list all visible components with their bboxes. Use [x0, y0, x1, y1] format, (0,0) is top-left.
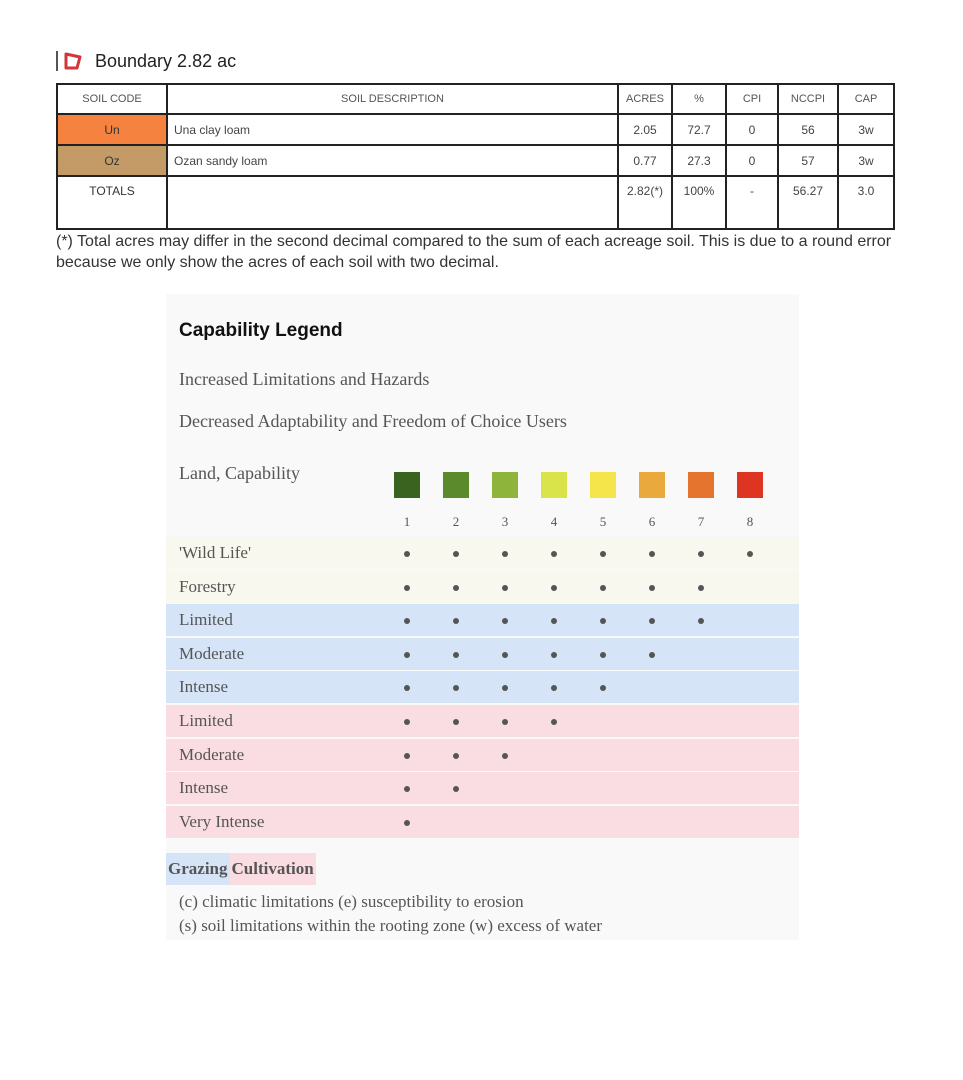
nccpi-cell: 57: [778, 145, 838, 176]
capability-class-swatch: [688, 472, 714, 498]
capability-dot-icon: [404, 551, 410, 557]
soil-code-cell: Oz: [57, 145, 167, 176]
capability-dot-icon: [551, 618, 557, 624]
limitation-notes: [179, 890, 602, 938]
capability-row: [166, 806, 799, 838]
capability-dot-icon: [404, 685, 410, 691]
capability-dot-icon: [600, 585, 606, 591]
capability-dot-icon: [502, 685, 508, 691]
cpi-cell: 0: [726, 114, 778, 145]
acres-cell: 2.05: [618, 114, 672, 145]
use-group-tags: [166, 853, 316, 885]
totals-description: [167, 176, 618, 229]
table-header-row: [57, 84, 894, 114]
capability-dot-icon: [453, 753, 459, 759]
capability-row-label: Forestry: [179, 576, 236, 596]
capability-row-label: Very Intense: [179, 811, 265, 831]
capability-class-number: 7: [697, 514, 705, 529]
capability-dot-icon: [404, 618, 410, 624]
capability-dot-icon: [600, 652, 606, 658]
capability-row-label: Limited: [179, 610, 233, 630]
capability-class-number: 3: [501, 514, 509, 529]
header-divider: [56, 51, 58, 71]
grazing-tag: Grazing: [166, 853, 230, 885]
capability-row: [166, 739, 799, 771]
capability-dot-icon: [649, 618, 655, 624]
capability-dot-icon: [404, 753, 410, 759]
cap-cell: 3w: [838, 114, 894, 145]
capability-dot-icon: [404, 652, 410, 658]
capability-row-label: Moderate: [179, 744, 245, 764]
cultivation-tag: Cultivation: [230, 853, 316, 885]
percent-cell: 72.7: [672, 114, 726, 145]
col-soil-description: SOIL DESCRIPTION: [167, 84, 618, 114]
boundary-header: [56, 48, 236, 74]
percent-cell: 27.3: [672, 145, 726, 176]
capability-dot-icon: [551, 719, 557, 725]
capability-class-number: 5: [599, 514, 607, 529]
capability-row: [166, 604, 799, 636]
capability-row-label: Moderate: [179, 643, 245, 663]
capability-dot-icon: [502, 551, 508, 557]
capability-dot-icon: [404, 585, 410, 591]
capability-row: [166, 537, 799, 569]
capability-class-number: 4: [550, 514, 558, 529]
capability-legend: [166, 294, 799, 940]
capability-row-label: Intense: [179, 677, 229, 697]
capability-dot-icon: [453, 786, 459, 792]
land-capability-label: Land, Capability: [179, 463, 300, 483]
capability-dot-icon: [404, 719, 410, 725]
capability-dot-icon: [453, 719, 459, 725]
capability-row-label: 'Wild Life': [179, 543, 252, 562]
capability-class-number: 2: [452, 514, 460, 529]
capability-class-number: 6: [648, 514, 656, 529]
capability-class-swatch: [541, 472, 567, 498]
soil-table: [56, 83, 895, 230]
col-acres: ACRES: [618, 84, 672, 114]
capability-dot-icon: [698, 551, 704, 557]
capability-dot-icon: [649, 585, 655, 591]
capability-dot-icon: [404, 820, 410, 826]
capability-row: [166, 772, 799, 804]
soil-code-cell: Un: [57, 114, 167, 145]
capability-dot-icon: [502, 719, 508, 725]
table-row: [57, 114, 894, 145]
capability-row: [166, 705, 799, 737]
legend-line-limitations: Increased Limitations and Hazards: [179, 369, 430, 389]
capability-dot-icon: [453, 685, 459, 691]
capability-dot-icon: [453, 618, 459, 624]
col-cpi: CPI: [726, 84, 778, 114]
capability-dot-icon: [453, 551, 459, 557]
col-cap: CAP: [838, 84, 894, 114]
capability-dot-icon: [649, 652, 655, 658]
capability-dot-icon: [502, 585, 508, 591]
capability-class-swatch: [394, 472, 420, 498]
acreage-footnote: (*) Total acres may differ in the second decimal compared to the sum of each acreage soil. This is due to a round error because we only show the acres of each soil with two decimal.: [56, 233, 892, 271]
capability-dot-icon: [747, 551, 753, 557]
capability-dot-icon: [502, 652, 508, 658]
capability-class-swatch: [737, 472, 763, 498]
capability-class-number: 1: [403, 514, 411, 529]
col-soil-code: SOIL CODE: [57, 84, 167, 114]
totals-row: [57, 176, 894, 229]
note-line: (s) soil limitations within the rooting zone (w) excess of water: [179, 916, 603, 935]
totals-nccpi: 56.27: [778, 176, 838, 229]
table-row: [57, 145, 894, 176]
capability-dot-icon: [453, 652, 459, 658]
soil-description-cell: Una clay loam: [167, 114, 618, 145]
capability-dot-icon: [502, 753, 508, 759]
boundary-polygon-icon: [63, 52, 83, 70]
capability-class-number: 8: [746, 514, 754, 529]
capability-row: [166, 571, 799, 603]
capability-dot-icon: [600, 618, 606, 624]
acres-cell: 0.77: [618, 145, 672, 176]
capability-class-swatch: [639, 472, 665, 498]
capability-dot-icon: [600, 685, 606, 691]
capability-dot-icon: [649, 551, 655, 557]
col-nccpi: NCCPI: [778, 84, 838, 114]
capability-row: [166, 671, 799, 703]
totals-percent: 100%: [672, 176, 726, 229]
capability-dot-icon: [551, 585, 557, 591]
capability-row-label: Limited: [179, 711, 233, 730]
capability-dot-icon: [404, 786, 410, 792]
capability-dot-icon: [453, 585, 459, 591]
note-line: (c) climatic limitations (e) susceptibility to erosion: [179, 892, 524, 911]
capability-dot-icon: [698, 585, 704, 591]
capability-dot-icon: [551, 685, 557, 691]
cap-cell: 3w: [838, 145, 894, 176]
capability-dot-icon: [698, 618, 704, 624]
capability-dot-icon: [551, 551, 557, 557]
capability-row: [166, 638, 799, 670]
cpi-cell: 0: [726, 145, 778, 176]
boundary-title: Boundary 2.82 ac: [95, 50, 237, 71]
totals-acres: 2.82(*): [618, 176, 672, 229]
capability-dot-icon: [600, 551, 606, 557]
capability-class-swatch: [492, 472, 518, 498]
legend-title: Capability Legend: [179, 320, 343, 341]
totals-cpi: -: [726, 176, 778, 229]
legend-line-adaptability: Decreased Adaptability and Freedom of Choice Users: [179, 411, 567, 431]
totals-cap: 3.0: [838, 176, 894, 229]
capability-dot-icon: [502, 618, 508, 624]
nccpi-cell: 56: [778, 114, 838, 145]
capability-dot-icon: [551, 652, 557, 658]
soil-description-cell: Ozan sandy loam: [167, 145, 618, 176]
capability-row-label: Intense: [179, 778, 229, 798]
capability-class-swatch: [443, 472, 469, 498]
capability-class-swatch: [590, 472, 616, 498]
col-percent: %: [672, 84, 726, 114]
totals-label: TOTALS: [57, 176, 167, 229]
